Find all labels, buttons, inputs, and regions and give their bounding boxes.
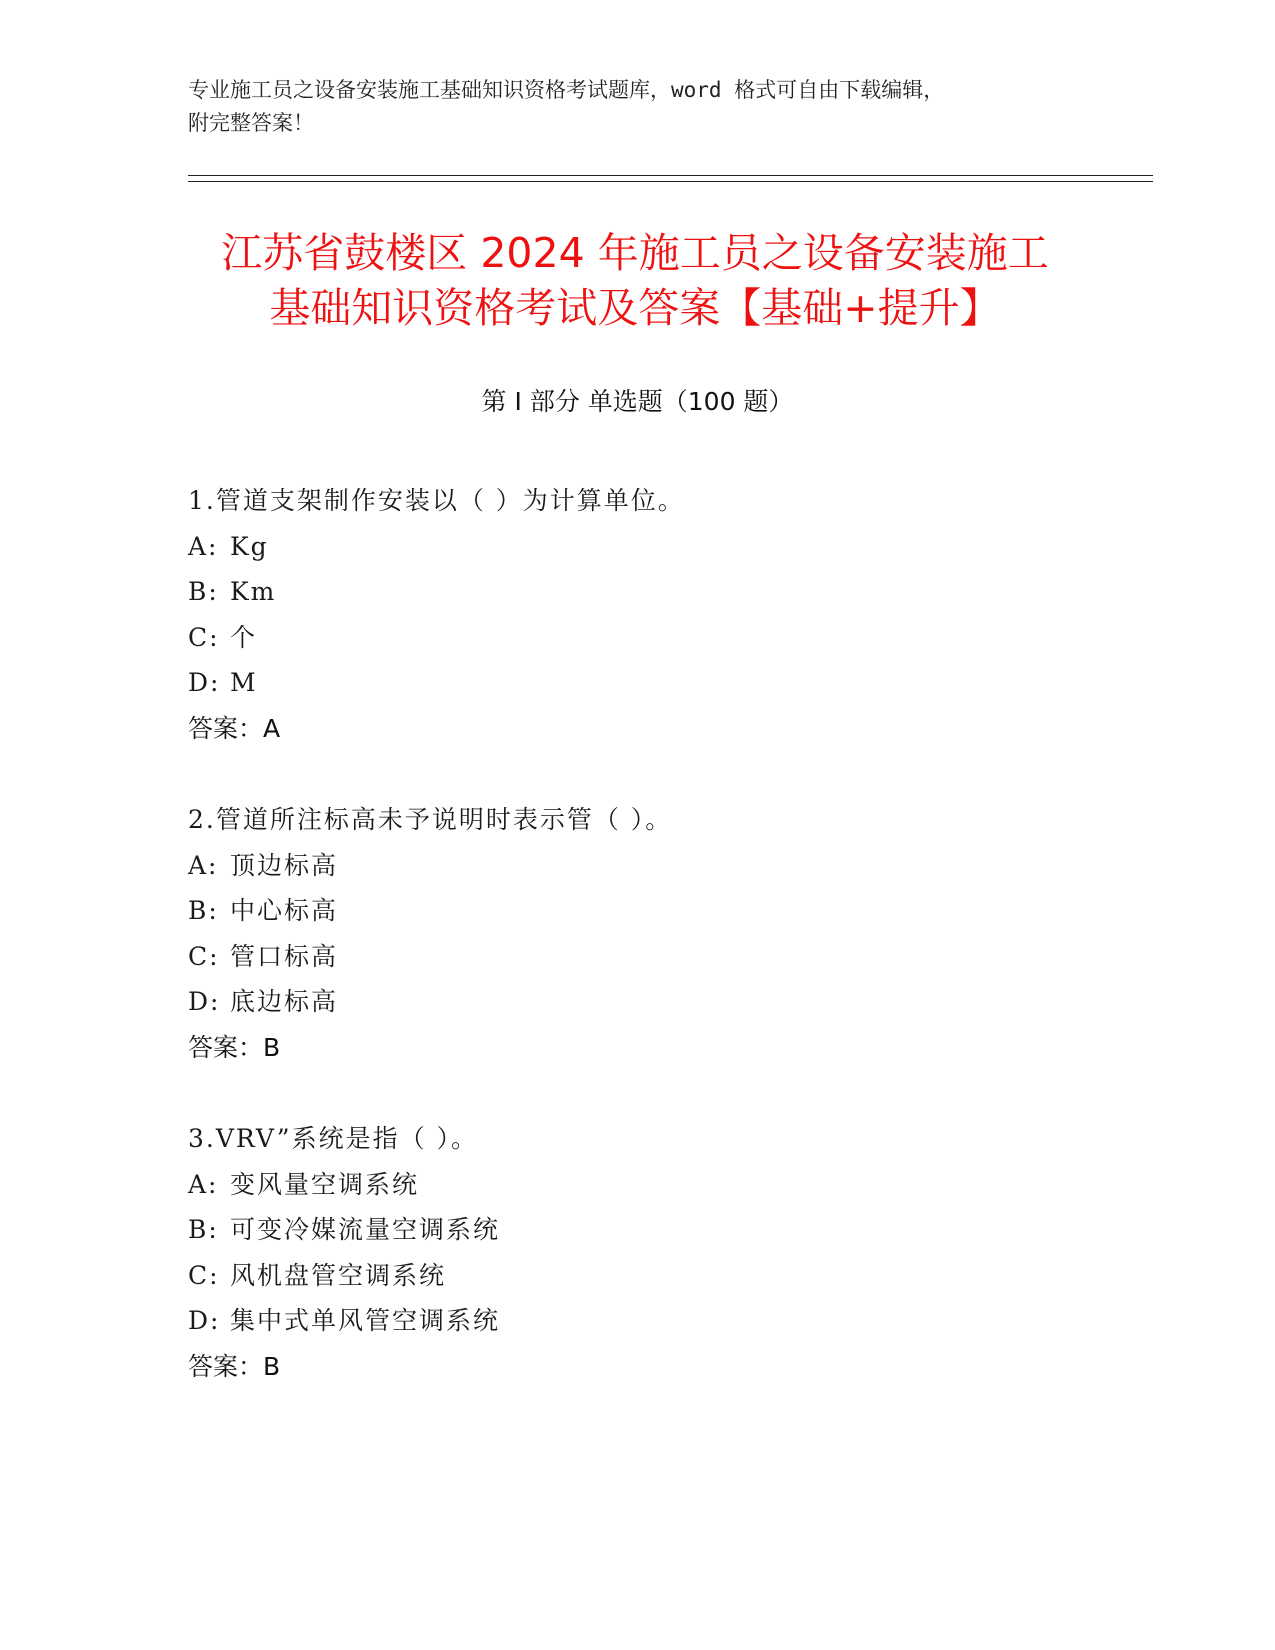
header-divider-top	[188, 175, 1153, 176]
document-title-line-1: 江苏省鼓楼区 2024 年施工员之设备安装施工	[221, 229, 1049, 277]
option-text: 管口标高	[230, 941, 339, 971]
option-text: 个	[230, 622, 258, 652]
question-option-b	[188, 1207, 1088, 1253]
question-option-a	[188, 1162, 1088, 1208]
header-note-line-2: 附完整答案！	[188, 111, 314, 135]
option-text: 底边标高	[230, 987, 339, 1016]
option-letter: C:	[188, 941, 220, 971]
option-letter: D:	[188, 987, 221, 1016]
option-text: 变风量空调系统	[230, 1169, 420, 1199]
header-divider-bottom	[188, 181, 1153, 182]
option-text: M	[230, 668, 258, 697]
question-2	[188, 797, 1088, 1070]
question-3	[188, 1116, 1088, 1389]
header-note	[188, 74, 1088, 140]
question-answer: 答案：B	[188, 1351, 281, 1381]
option-letter: D:	[188, 1306, 221, 1335]
header-note-line-1: 专业施工员之设备安装施工基础知识资格考试题库，word 格式可自由下载编辑，	[188, 78, 945, 102]
question-answer: 答案：B	[188, 1032, 281, 1062]
option-text: 可变冷媒流量空调系统	[230, 1215, 501, 1244]
section-heading: 第 I 部分 单选题（100 题）	[481, 387, 794, 416]
question-stem: 3.VRV”系统是指（ ）。	[188, 1124, 479, 1153]
option-letter: B:	[188, 577, 219, 606]
question-stem: 1.管道支架制作安装以（ ）为计算单位。	[188, 486, 685, 515]
option-text: 顶边标高	[230, 850, 339, 880]
question-option-c	[188, 934, 1088, 980]
option-letter: B:	[188, 1215, 219, 1244]
question-option-d	[188, 660, 1088, 706]
question-option-b	[188, 569, 1088, 615]
option-text: 风机盘管空调系统	[230, 1260, 447, 1290]
option-letter: A:	[188, 850, 219, 880]
question-option-a	[188, 843, 1088, 889]
question-stem: 2.管道所注标高未予说明时表示管（ ）。	[188, 805, 673, 834]
document-title-line-2: 基础知识资格考试及答案【基础+提升】	[269, 284, 1001, 332]
option-letter: A:	[188, 531, 219, 561]
question-option-d	[188, 1298, 1088, 1344]
question-option-b	[188, 888, 1088, 934]
option-letter: D:	[188, 668, 221, 697]
question-option-c	[188, 615, 1088, 661]
option-letter: C:	[188, 622, 220, 652]
question-option-c	[188, 1253, 1088, 1299]
option-letter: B:	[188, 896, 219, 925]
option-text: Km	[230, 577, 277, 606]
question-1	[188, 478, 1088, 751]
option-text: Kg	[230, 531, 269, 561]
option-text: 中心标高	[230, 896, 339, 925]
question-option-d	[188, 979, 1088, 1025]
option-text: 集中式单风管空调系统	[230, 1306, 501, 1335]
option-letter: A:	[188, 1169, 219, 1199]
question-option-a	[188, 524, 1088, 570]
document-title	[170, 226, 1100, 336]
question-answer: 答案：A	[188, 713, 281, 743]
option-letter: C:	[188, 1260, 220, 1290]
